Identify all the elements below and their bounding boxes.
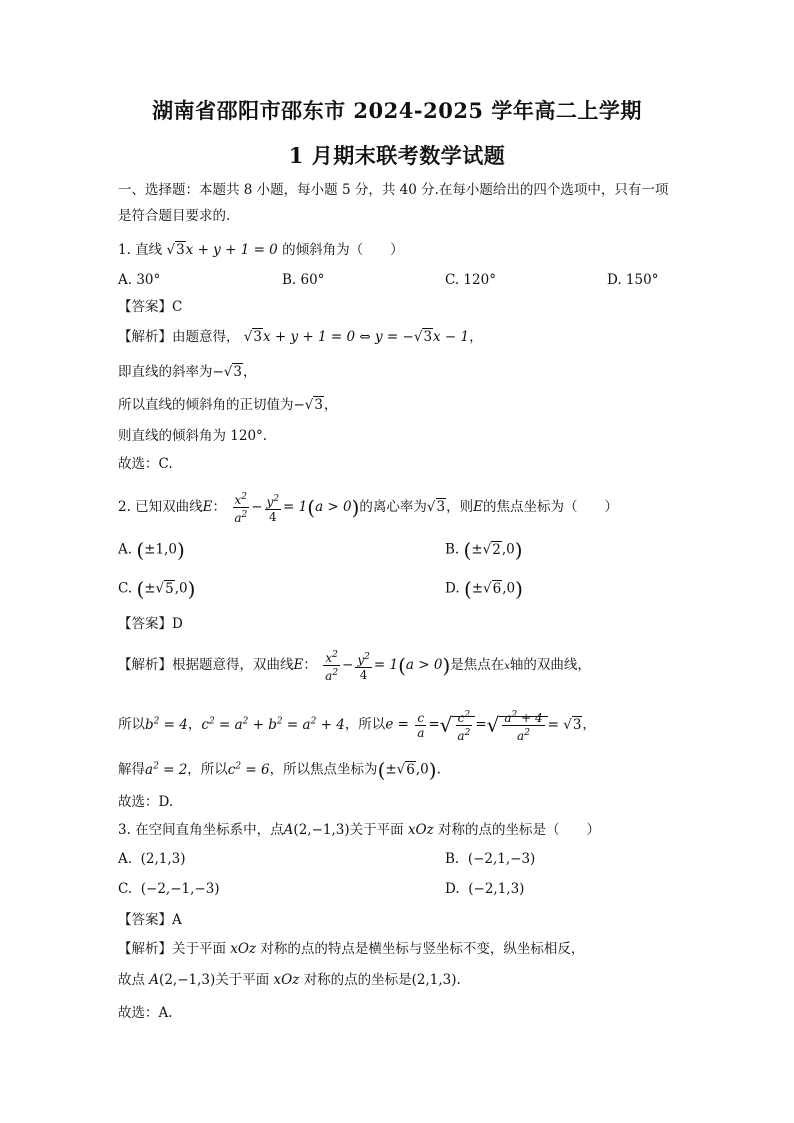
q3-analysis-line2: 故点 A(2,−1,3)关于平面 xOz 对称的点的坐标是(2,1,3). xyxy=(118,972,461,988)
q1-analysis: 【解析】由题意得， √3x + y + 1 = 0 ⇔ y = −√3x − 1， xyxy=(118,329,483,345)
page-title: 湖南省邵阳市邵东市 2024-2025 学年高二上学期 xyxy=(152,98,642,123)
q3-conclusion: 故选：A. xyxy=(118,1005,173,1021)
q1-l3-text: 所以直线的倾斜角的正切值为 xyxy=(118,397,294,413)
section-heading-line2: 是符合题目要求的. xyxy=(118,208,231,224)
q1-slope: −√3 xyxy=(212,364,243,380)
q2-stem-end: 的焦点坐标为（ ） xyxy=(482,499,618,515)
q1-analysis-text: 由题意得， xyxy=(172,329,240,345)
section-heading-line1: 一、选择题：本题共 8 小题，每小题 5 分，共 40 分.在每小题给出的四个选项中，只有一项 xyxy=(118,182,669,198)
q3-stem: 3. 在空间直角坐标系中，点A(2,−1,3)关于平面 xOz 对称的点的坐标是（ ） xyxy=(118,822,601,838)
q1-option-d: D. 150° xyxy=(607,272,659,288)
q1-stem xyxy=(118,240,404,260)
q2-analysis-line3: 解得$a^2 = 2$，所以$c^2 = 6$，所以焦点坐标为(±√6,0). xyxy=(118,758,441,782)
q3-option-a: A. (2,1,3) xyxy=(118,851,186,867)
q3-option-c: C. (−2,−1,−3) xyxy=(118,881,220,897)
q3-answer: 【答案】A xyxy=(118,912,182,928)
q1-option-a: A. 30° xyxy=(118,272,161,288)
q1-conclusion: 故选：C. xyxy=(118,456,173,472)
q2-option-d: D. (±√6,0) xyxy=(445,577,523,601)
q2-conclusion: 故选：D. xyxy=(118,794,174,810)
q1-analysis-line3: 所以直线的倾斜角的正切值为−√3， xyxy=(118,397,338,413)
q2-answer: 【答案】D xyxy=(118,616,183,632)
q3-option-b: B. (−2,1,−3) xyxy=(445,851,536,867)
q2-option-c: C. (±√5,0) xyxy=(118,577,196,601)
page-subtitle: 1 月期末联考数学试题 xyxy=(288,143,506,168)
q2-option-b: B. (±√2,0) xyxy=(445,538,523,562)
q1-line-equation: √3x + y + 1 = 0 xyxy=(166,242,278,258)
q1-analysis-line4: 则直线的倾斜角为 120°. xyxy=(118,428,268,444)
q2-analysis-label: 【解析】 xyxy=(118,657,172,673)
q2-stem-pre: 2. 已知双曲线 xyxy=(118,499,203,515)
q2-analysis-line2: 所以$b^2 = 4$，$c^2 = a^2 + b^2 = a^2 + 4$，所以e = $\frac{c}{a}$ =√ $\frac{c^2}{a^2}$ =√ $\frac{a^2 + 4}{a^2}$ = √3， xyxy=(118,709,596,743)
q1-tangent: −√3 xyxy=(293,397,324,413)
q1-analysis-line2: 即直线的斜率为−√3， xyxy=(118,364,257,380)
q1-option-c: C. 120° xyxy=(445,272,496,288)
q1-option-b: B. 60° xyxy=(282,272,325,288)
q1-l2-text: 即直线的斜率为 xyxy=(118,364,213,380)
q3-option-d: D. (−2,1,3) xyxy=(445,881,525,897)
q3-analysis-line1: 【解析】关于平面 xOz 对称的点的特点是横坐标与竖坐标不变，纵坐标相反， xyxy=(118,941,585,957)
q1-analysis-equation: √3x + y + 1 = 0 ⇔ y = −√3x − 1 xyxy=(243,329,470,345)
q2-stem: 2. 已知双曲线E： $\frac{x^2}{a^2}$ − $\frac{y^2}{4}$ = 1(a > 0)的离心率为√3，则E的焦点坐标为（ ） xyxy=(118,492,618,525)
q2-analysis-line1: 【解析】根据题意得，双曲线E： $\frac{x^2}{a^2}$ − $\frac{y^2}{4}$ = 1(a > 0)是焦点在x轴的双曲线， xyxy=(118,650,591,683)
q1-analysis-label: 【解析】 xyxy=(118,329,172,345)
q2-stem-post: ，则 xyxy=(446,499,474,515)
q2-stem-mid: 的离心率为 xyxy=(359,499,427,515)
q1-stem-post: 的倾斜角为（ ） xyxy=(282,242,404,258)
q2-option-a: A. (±1,0) xyxy=(118,538,185,562)
q1-stem-pre: 1. 直线 xyxy=(118,242,163,258)
q1-answer: 【答案】C xyxy=(118,299,183,315)
